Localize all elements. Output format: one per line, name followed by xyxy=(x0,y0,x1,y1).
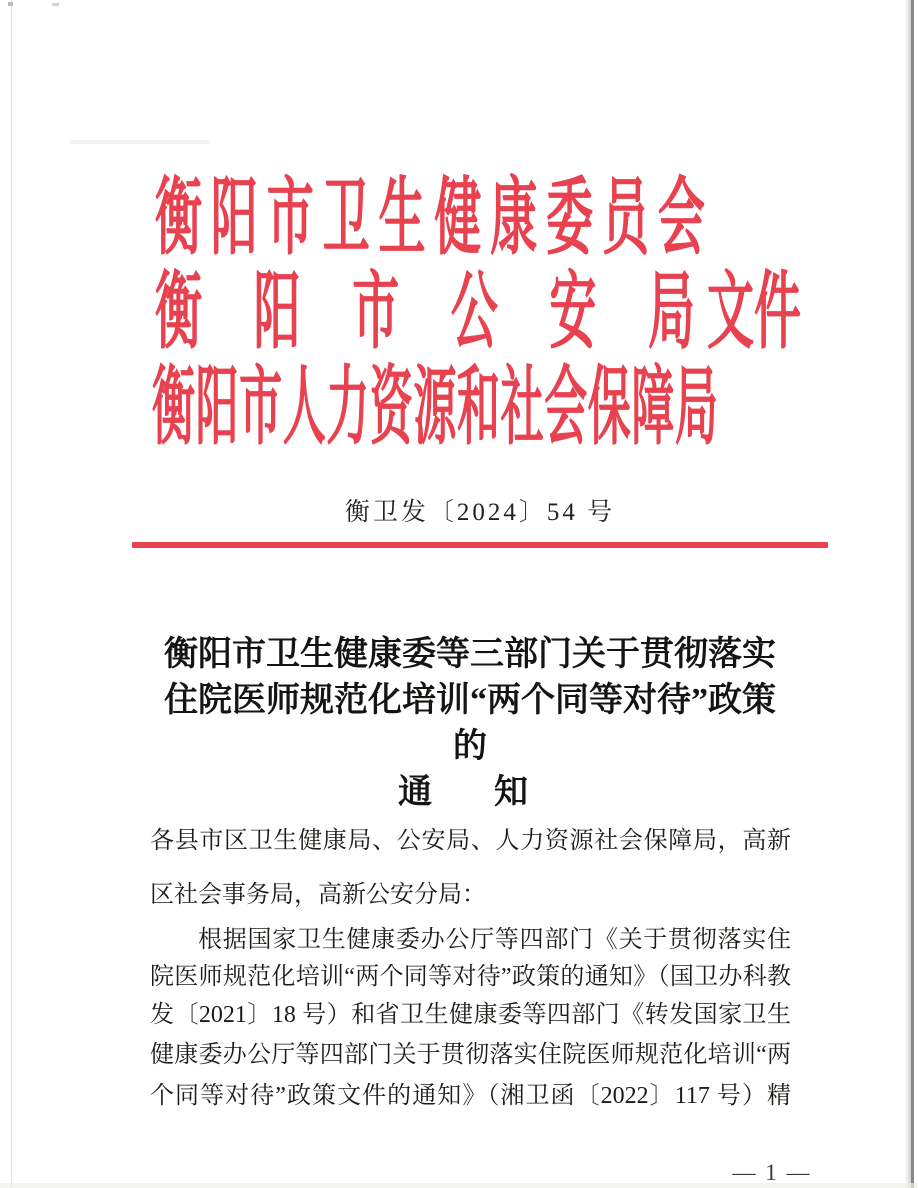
body-line: 区社会事务局，高新公安分局： xyxy=(150,882,486,908)
title-line-1: 衡阳市卫生健康委等三部门关于贯彻落实 xyxy=(164,636,776,673)
document-number: 衡卫发〔2024〕54 号 xyxy=(344,499,616,526)
letterhead-agency-line-2-name: 衡 阳 市 公 安 局 xyxy=(155,266,695,361)
scan-speck xyxy=(52,3,59,6)
body-line: 个同等对待”政策文件的通知》（湘卫函〔2022〕117 号）精 xyxy=(150,1083,791,1109)
letterhead-agency-line-3: 衡 阳 市 人 力 资 源 和 社 会 保 障 局 xyxy=(152,362,718,456)
letterhead-document-word: 文 件 xyxy=(707,266,801,361)
body-line: 院医师规范化培训“两个同等对待”政策的通知》（国卫办科教 xyxy=(150,964,791,990)
body-line: 各县市区卫生健康局、公安局、人力资源社会保障局，高新 xyxy=(150,828,791,854)
red-divider-line xyxy=(132,542,828,548)
scan-speck xyxy=(8,2,13,6)
scan-edge-left-line xyxy=(11,0,12,1188)
body-line: 健康委办公厅等四部门关于贯彻落实住院医师规范化培训“两 xyxy=(150,1042,791,1068)
letterhead-agency-line-1: 衡 阳 市 卫 生 健 康 委 员 会 xyxy=(155,172,705,267)
letterhead-agency-line-2 xyxy=(155,266,801,364)
document-title xyxy=(150,632,790,816)
scan-smudge xyxy=(70,140,210,144)
scan-edge-right-line xyxy=(911,0,914,1188)
body-line: 根据国家卫生健康委办公厅等四部门《关于贯彻落实住 xyxy=(198,927,791,953)
title-line-3: 通 知 xyxy=(398,774,542,811)
title-line-2: 住院医师规范化培训“两个同等对待”政策的 xyxy=(164,682,776,765)
body-line: 发〔2021〕18 号）和省卫生健康委等四部门《转发国家卫生 xyxy=(150,1002,791,1028)
page-number: — 1 — xyxy=(732,1160,812,1185)
